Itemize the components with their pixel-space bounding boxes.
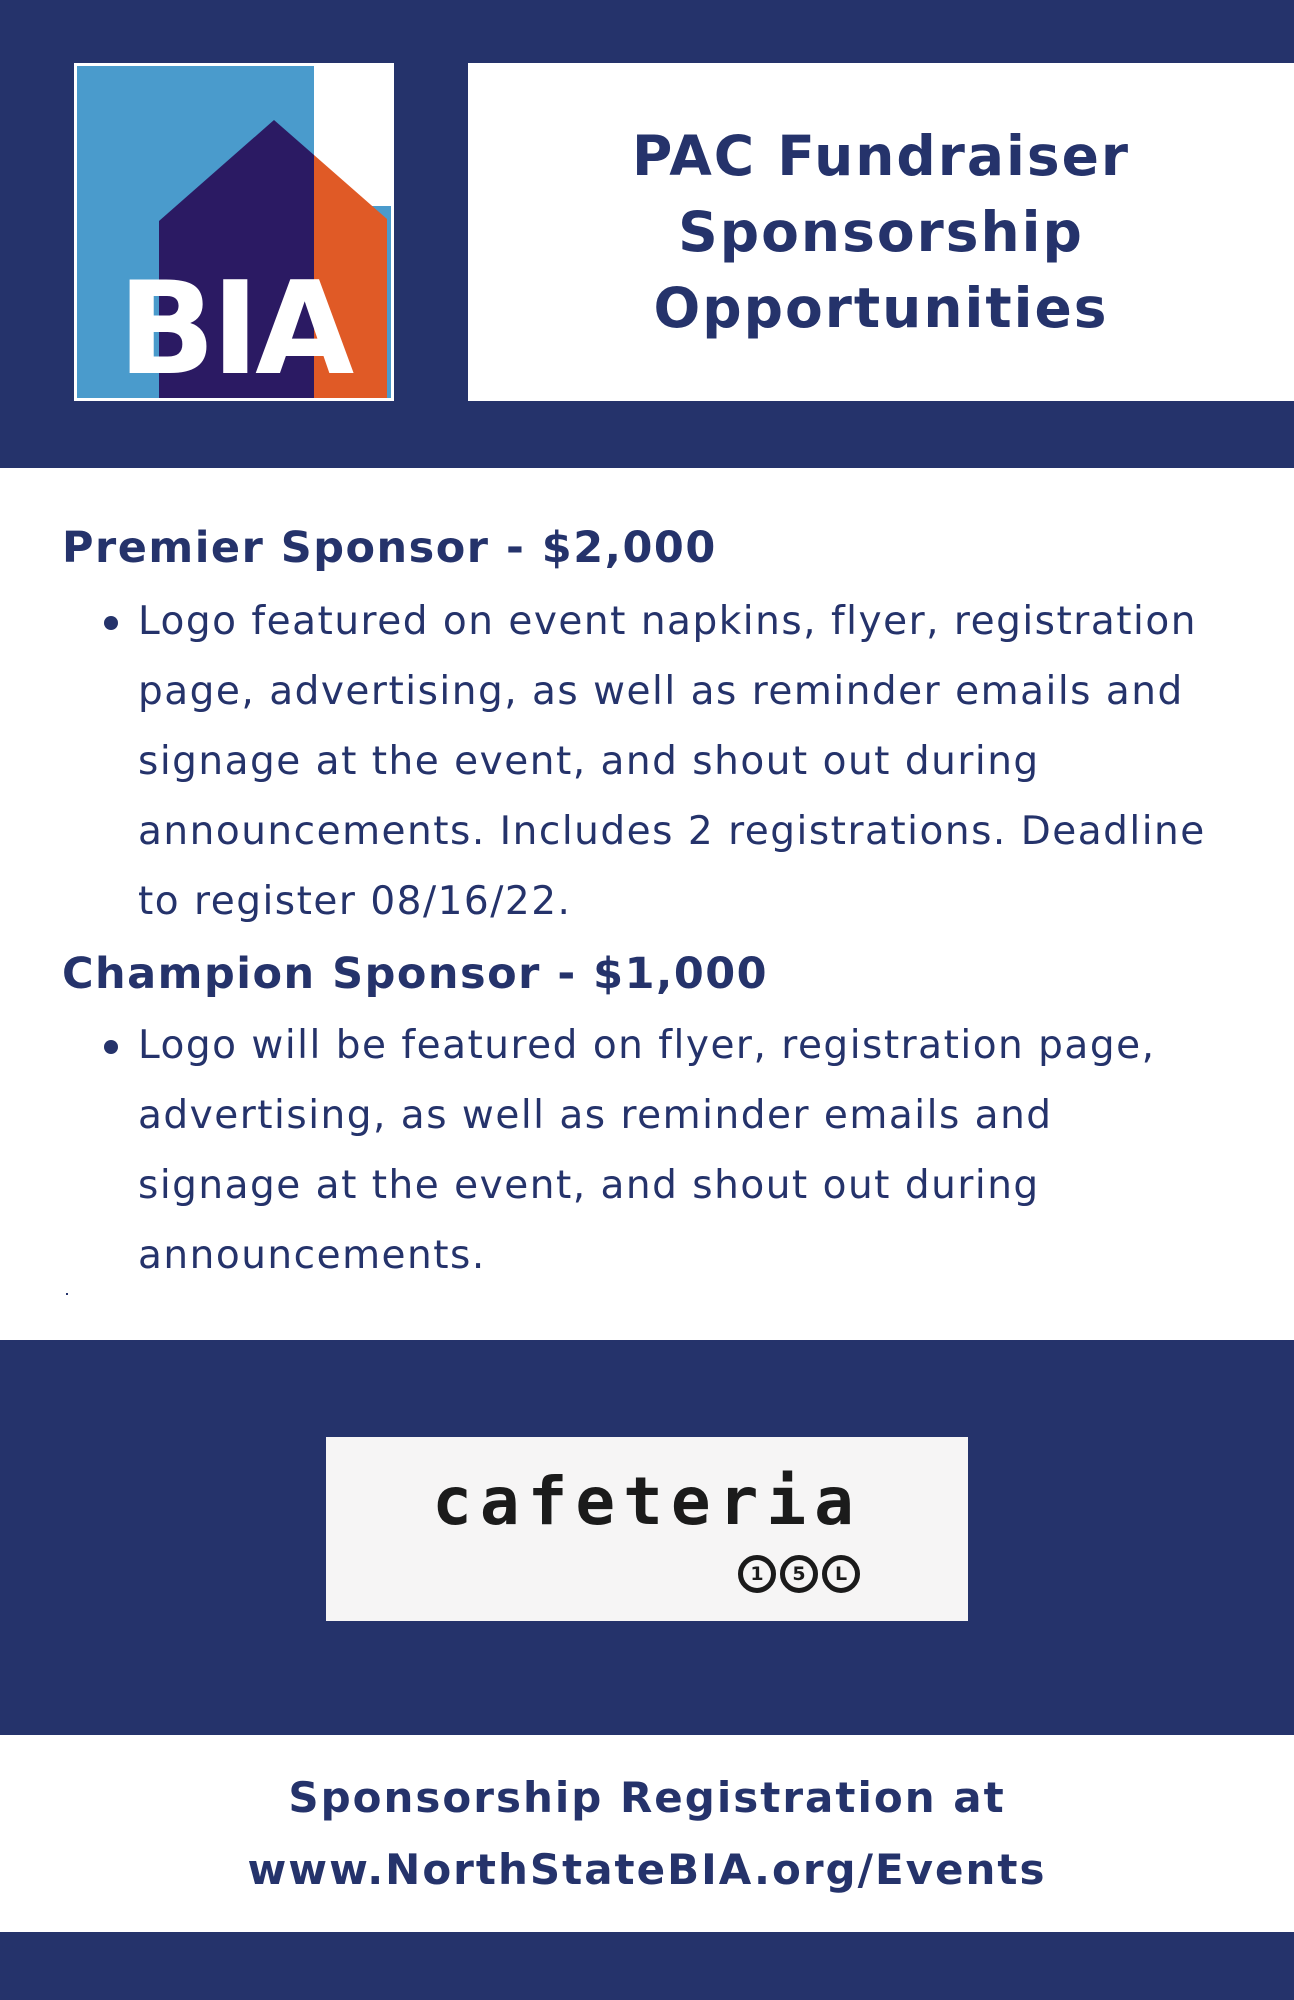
bia-logo-graphic — [74, 63, 394, 401]
champion-sponsor-description: Logo will be featured on flyer, registration page, advertising, as well as reminder emails and signage at the event, and shout out during announcements. — [138, 1023, 1156, 1278]
title-box — [468, 63, 1294, 401]
cta-line-1: Sponsorship Registration at — [288, 1772, 1006, 1822]
venue-logo — [326, 1437, 968, 1621]
champion-sponsor-heading: Champion Sponsor - $1,000 — [62, 949, 769, 999]
page-title-line-1: PAC Fundraiser — [631, 124, 1131, 188]
bullet-icon — [104, 616, 118, 630]
venue-badge-label: 5 — [785, 1560, 813, 1588]
premier-sponsor-description: Logo featured on event napkins, flyer, registration page, advertising, as well as reminder emails and signage at the event, and shout out during announcements. Includes 2 registrations. Deadline to register 08/16/22. — [138, 599, 1206, 924]
venue-badge-label: 1 — [743, 1560, 771, 1588]
registration-url[interactable]: www.NorthStateBIA.org/Events — [247, 1844, 1047, 1894]
bullet-icon — [104, 1040, 118, 1054]
registration-cta — [0, 1735, 1294, 1932]
footer-band — [0, 1932, 1294, 2000]
bia-logo-text: BIA — [117, 255, 351, 401]
premier-sponsor-heading: Premier Sponsor - $2,000 — [62, 523, 717, 573]
venue-badge — [822, 1555, 860, 1593]
bia-logo — [74, 63, 394, 401]
venue-badge-label: L — [827, 1560, 855, 1588]
page-title-line-2: Sponsorship — [678, 200, 1084, 264]
page-title-line-3: Opportunities — [653, 276, 1109, 340]
venue-badges — [738, 1555, 860, 1593]
stray-dot — [66, 1293, 68, 1295]
venue-name: cafeteria — [432, 1463, 862, 1540]
venue-badge — [738, 1555, 776, 1593]
venue-badge — [780, 1555, 818, 1593]
